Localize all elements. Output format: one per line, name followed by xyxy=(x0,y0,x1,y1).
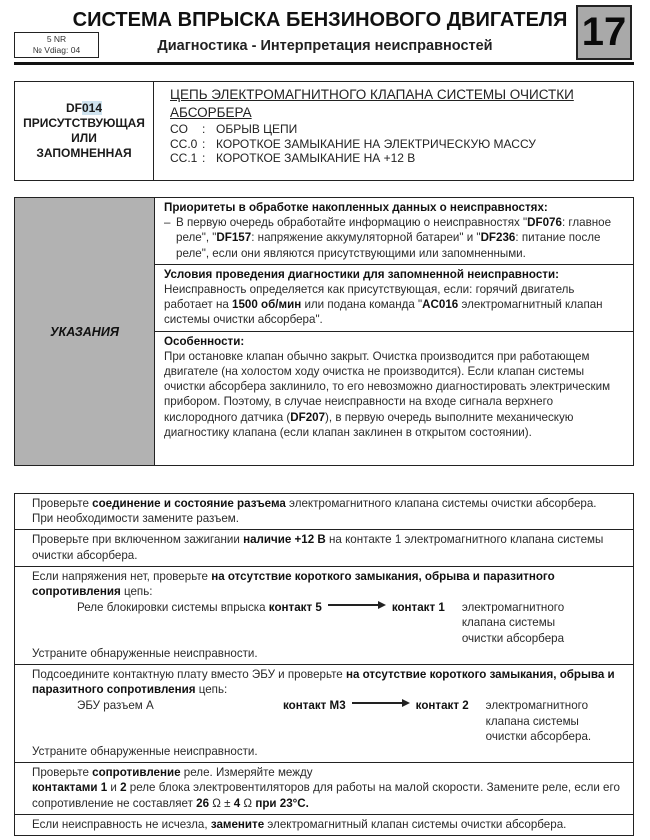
step-emphasis: наличие +12 В xyxy=(243,533,326,547)
circuit-path xyxy=(32,698,625,744)
fault-subcode: CC.1 xyxy=(170,151,198,165)
fault-ref: DF157 xyxy=(216,231,252,245)
instructions-box xyxy=(14,197,634,466)
step-emphasis: на отсутствие короткого замыкания, обрыва и паразитного сопротивления xyxy=(32,569,555,599)
fault-box xyxy=(14,81,634,181)
conditions-text: Неисправность определяется как присутствующая, если: горячий двигатель работает на 1500 об/мин или подана команда "AC016 электромагнитный клапан системы очистки абсорбера". xyxy=(164,283,603,327)
fault-separator: : xyxy=(202,136,206,151)
document-subtitle: Диагностика - Интерпретация неисправностей xyxy=(157,38,493,54)
fault-ref: DF207 xyxy=(290,410,326,424)
step-row: Проверьте соединение и состояние разъема электромагнитного клапана системы очистки абсорбера. При необходимости замените разъем. xyxy=(15,494,633,530)
arrow-right-icon xyxy=(328,600,386,610)
conditions-heading: Условия проведения диагностики для запомненной неисправности: xyxy=(164,267,559,281)
rpm-value: 1500 об/мин xyxy=(232,298,302,312)
fault-code-row xyxy=(170,151,620,166)
features-text: При остановке клапан обычно закрыт. Очистка производится при работающем двигателе (на холостом ходу очистка не производится). Если клапан системы очистки абсорбера заклинило, то его невозможно диагностировать электрическим прибором. Поэтому, в случае неисправности на входе сигнала верхнего кислородного датчика (DF207), в первую очередь выполните механическую диагностику клапана (если клапан заклинен в открытом состоянии). xyxy=(164,349,611,439)
priorities-text: В первую очередь обработайте информацию о неисправностях "DF076: главное реле", "DF157: напряжение аккумуляторной батареи" и "DF236: питание после реле", если они являются присутствующими или запомненными. xyxy=(176,216,612,260)
fault-code-prefix: DF xyxy=(65,101,82,115)
circuit-from-pin: контакт 5 xyxy=(268,601,322,615)
step-row: Проверьте при включенном зажигании наличие +12 В на контакте 1 электромагнитного клапана системы очистки абсорбера. xyxy=(15,530,633,566)
fault-code xyxy=(66,101,102,116)
circuit-from: Реле блокировки системы впрыска контакт 5 xyxy=(77,601,322,615)
step-emphasis: контактами 1 xyxy=(32,781,108,795)
fault-title: ЦЕПЬ ЭЛЕКТРОМАГНИТНОГО КЛАПАНА СИСТЕМЫ ОЧИСТКИ АБСОРБЕРА xyxy=(170,87,574,120)
command-ref: AC016 xyxy=(422,298,459,312)
fault-status-line: ИЛИ xyxy=(71,131,97,145)
fault-code-row xyxy=(170,122,620,137)
step-footer: Устраните обнаруженные неисправности. xyxy=(32,646,258,660)
fault-ref: DF236 xyxy=(480,231,516,245)
step-emphasis: соединение и состояние разъема xyxy=(92,497,286,510)
priorities-heading: Приоритеты в обработке накопленных данных о неисправностях: xyxy=(164,201,548,214)
step-emphasis: сопротивление xyxy=(92,766,181,780)
fault-code-number: 014 xyxy=(81,101,103,115)
fault-subcode: CO xyxy=(170,122,188,136)
header-divider xyxy=(14,62,634,65)
fault-code-row xyxy=(170,137,620,152)
resistance-value: 26 xyxy=(196,796,210,810)
engine-vdiag-box xyxy=(14,32,99,58)
temperature-condition: при 23°С. xyxy=(255,796,309,810)
step-row: Если неисправность не исчезла, замените электромагнитный клапан системы очистки абсорбера. xyxy=(32,817,567,831)
step-note: При необходимости замените разъем. xyxy=(32,512,239,526)
fault-description-cell xyxy=(154,82,620,180)
circuit-from: ЭБУ разъем А xyxy=(77,699,154,713)
engine-code: 5 NR xyxy=(46,34,67,44)
fault-status-cell xyxy=(15,82,154,180)
conditions-cell xyxy=(155,265,633,332)
instructions-label: УКАЗАНИЯ xyxy=(15,198,155,465)
fault-subcode-text: КОРОТКОЕ ЗАМЫКАНИЕ НА ЭЛЕКТРИЧЕСКУЮ МАССУ xyxy=(216,136,536,151)
step-emphasis: 2 xyxy=(120,781,127,795)
fault-subcode-text: КОРОТКОЕ ЗАМЫКАНИЕ НА +12 В xyxy=(216,151,416,165)
diagnostic-steps-table xyxy=(14,493,634,836)
vdiag-number: № Vdiag: 04 xyxy=(32,45,81,55)
document-title: СИСТЕМА ВПРЫСКА БЕНЗИНОВОГО ДВИГАТЕЛЯ xyxy=(72,9,568,31)
circuit-to-pin: контакт 2 xyxy=(415,699,469,713)
features-cell xyxy=(155,332,633,465)
circuit-to-desc: электромагнитного клапана системы очистки абсорбера xyxy=(461,601,565,645)
fault-separator: : xyxy=(202,122,206,136)
step-emphasis: на отсутствие короткого замыкания, обрыва и паразитного сопротивления xyxy=(32,668,615,697)
circuit-to-pin: контакт 1 xyxy=(391,601,445,615)
priorities-item xyxy=(164,215,625,261)
resistance-tolerance: 4 xyxy=(233,796,241,810)
dash-bullet: – xyxy=(164,216,171,230)
step-row: Если напряжения нет, проверьте на отсутствие короткого замыкания, обрыва и паразитного сопротивления цепь: Реле блокировки системы впрыска контакт 5 контакт 1 электромагнитного клапана системы очистки абсорбера Устраните обнаруженные неисправности. xyxy=(15,567,633,665)
fault-status-line: ПРИСУТСТВУЮЩАЯ xyxy=(23,116,145,130)
fault-status-line: ЗАПОМНЕННАЯ xyxy=(36,146,132,160)
step-footer: Устраните обнаруженные неисправности. xyxy=(32,745,258,759)
fault-ref: DF076 xyxy=(527,216,562,230)
circuit-to-desc: электромагнитного клапана системы очистки абсорбера. xyxy=(485,699,592,743)
step-row: Проверьте сопротивление реле. Измеряйте между контактами 1 и 2 реле блока электровентиляторов для работы на малой скорости. Замените реле, если его сопротивление не составляет 26 Ω ± 4 Ω при 23°С. xyxy=(15,763,633,815)
fault-subcode-text: ОБРЫВ ЦЕПИ xyxy=(216,122,298,136)
priorities-cell xyxy=(155,198,633,265)
step-emphasis: замените xyxy=(210,817,265,831)
circuit-from-pin: контакт М3 xyxy=(283,699,346,713)
features-heading: Особенности: xyxy=(164,334,245,348)
fault-separator: : xyxy=(202,151,206,165)
fault-subcode: CC.0 xyxy=(170,136,198,151)
section-number-badge: 17 xyxy=(576,5,632,60)
instructions-content xyxy=(155,198,633,465)
step-row: Подсоедините контактную плату вместо ЭБУ и проверьте на отсутствие короткого замыкания, обрыва и паразитного сопротивления цепь: ЭБУ разъем А контакт М3 контакт 2 электромагнитного клапана системы очистки абсорбера. Устраните обнаруженные неисправности. xyxy=(15,665,633,763)
circuit-path xyxy=(32,600,625,646)
arrow-right-icon xyxy=(352,698,410,708)
